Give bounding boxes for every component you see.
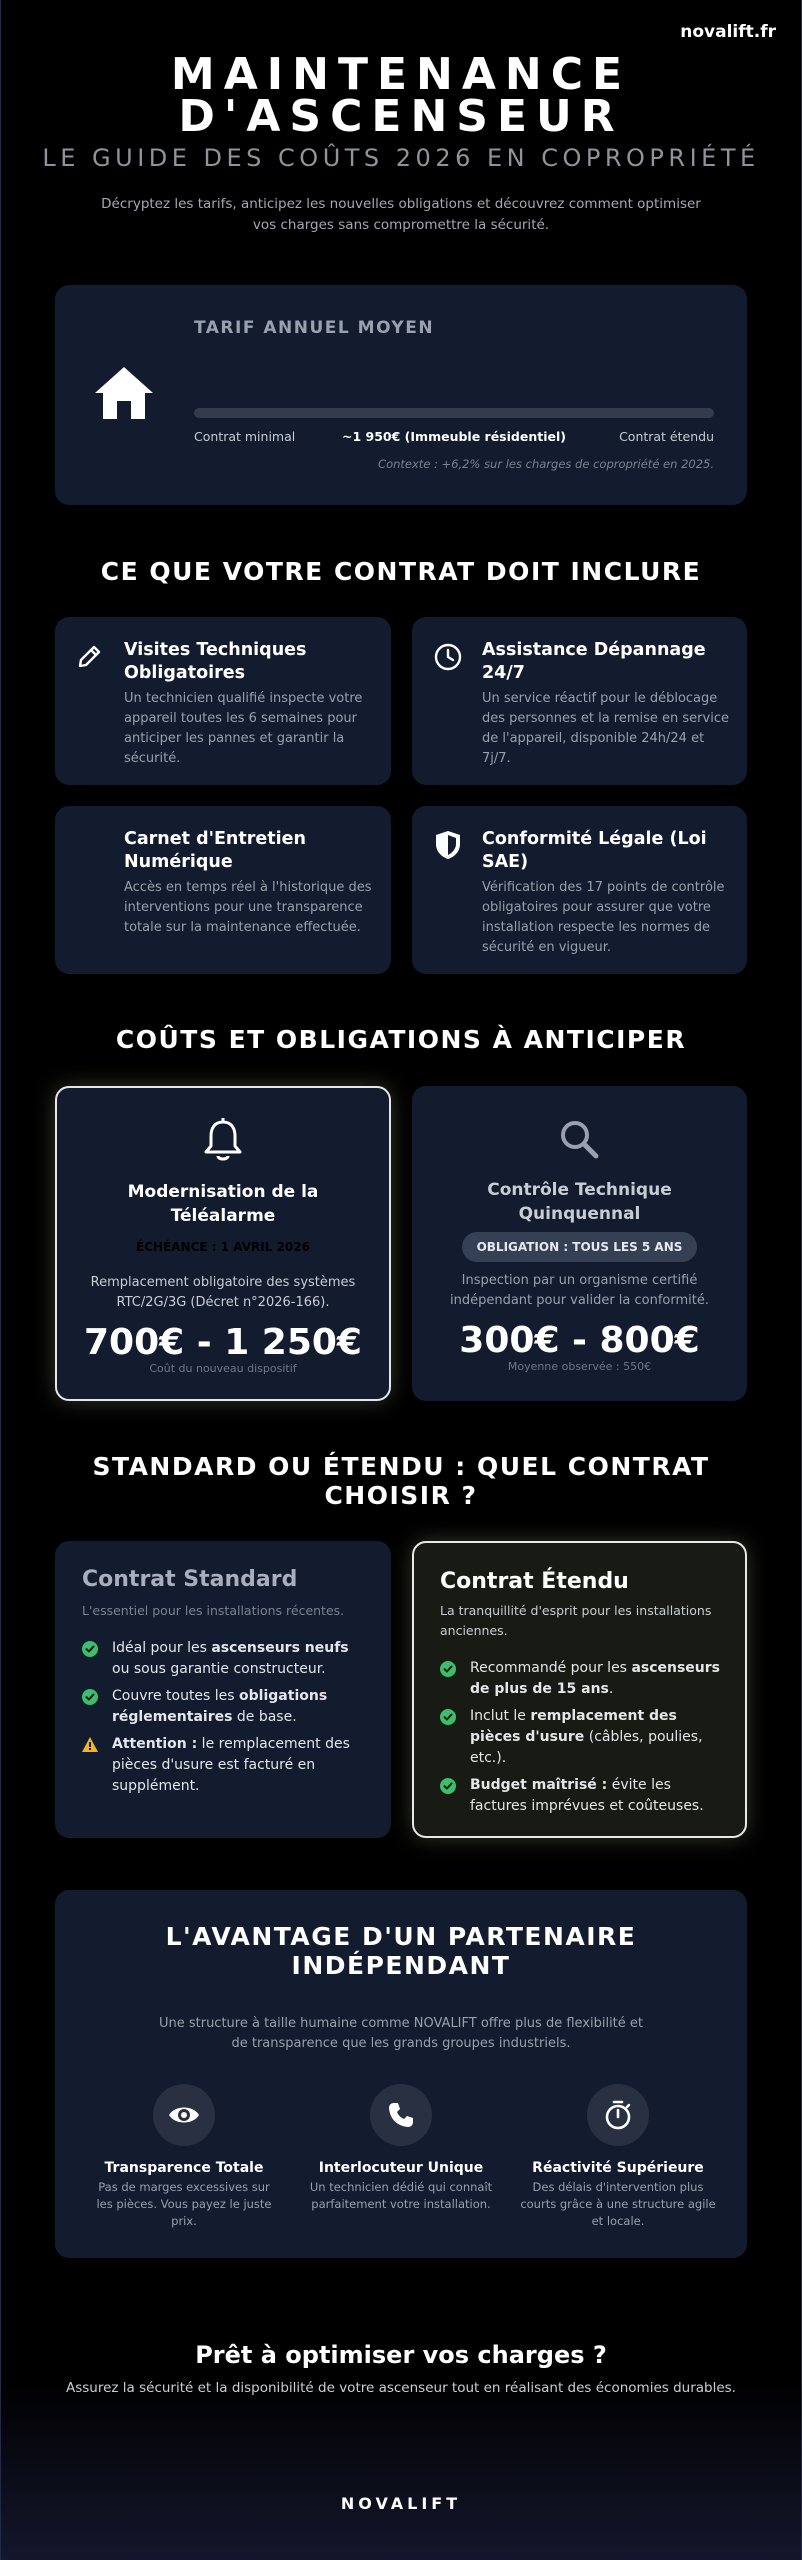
advantage-card [55,1890,747,2258]
advantage-title-line2: INDÉPENDANT [291,1951,511,1980]
standard-contract-card [55,1541,391,1838]
tarif-label: TARIF ANNUEL MOYEN [194,318,435,338]
timer-icon [604,2099,632,2131]
page-title-line2: D'ASCENSEUR [178,91,624,142]
list-item-text-bold: Budget maîtrisé : [470,1777,608,1793]
standard-sub: L'essentiel pour les installations récentes. [82,1603,345,1618]
list-item [440,1658,725,1700]
advantage-title: Transparence Totale [104,2160,264,2176]
page-title-line1: MAINTENANCE [170,49,632,100]
footer-brand: NOVALIFT [340,2494,462,2513]
list-item-text-post: (câbles, poulies, etc.). [470,1729,703,1766]
list-item-text-pre: Couvre toutes les [112,1688,240,1704]
extended-contract-card [412,1541,747,1838]
tarif-max-label: Contrat étendu [619,429,714,444]
list-item-text-bold: ascenseurs neufs [211,1640,349,1656]
list-item [82,1686,367,1728]
advantage-title-line1: L'AVANTAGE D'UN PARTENAIRE [165,1922,637,1951]
costs-section-title: COÛTS ET OBLIGATIONS À ANTICIPER [115,1025,687,1054]
list-item-text [470,1658,725,1700]
check-icon [440,1661,456,1677]
site-url[interactable]: novalift.fr [680,22,776,42]
list-item-text [470,1775,725,1817]
tarif-range-bar [194,408,714,418]
list-item-text-post: ou sous garantie constructeur. [112,1661,326,1677]
cost-card-control [412,1086,747,1401]
contract-section-title: CE QUE VOTRE CONTRAT DOIT INCLURE [100,557,702,586]
cta-title: Prêt à optimiser vos charges ? [195,2341,607,2369]
standard-title: Contrat Standard [82,1567,298,1592]
list-item-text-bold: ascenseurs de plus de 15 ans [470,1660,721,1697]
choice-section-title-line1: STANDARD OU ÉTENDU : QUEL CONTRAT [92,1452,710,1481]
advantage-intro: Une structure à taille humaine comme NOVALIFT offre plus de flexibilité et de transparence que les grands groupes industriels. [158,2016,644,2051]
list-item-text [470,1706,725,1769]
feature-card-logbook [55,806,391,974]
list-item-text-bold: Attention : [112,1736,198,1752]
page-subtitle: LE GUIDE DES COÛTS 2026 EN COPROPRIÉTÉ [42,144,760,172]
feature-title: Carnet d'Entretien Numérique [124,829,306,872]
list-item-text-pre: Idéal pour les [112,1640,212,1656]
feature-card-visits [55,617,391,785]
feature-text: Vérification des 17 points de contrôle obligatoires pour assurer que votre installation respecte les normes de sécurité en vigueur. [482,880,725,955]
warning-icon [82,1737,98,1752]
choice-section-title-line2: CHOISIR ? [324,1481,478,1510]
check-icon [82,1689,98,1705]
list-item-text-post: . [608,1681,614,1697]
cost-title: Contrôle Technique Quinquennal [487,1180,672,1224]
extended-sub: La tranquillité d'esprit pour les installations anciennes. [440,1603,712,1638]
advantage-title: Réactivité Supérieure [532,2160,704,2176]
list-item [440,1775,725,1817]
cost-text: Inspection par un organisme certifié indépendant pour valider la conformité. [449,1273,709,1308]
list-item-text-post: de base. [232,1709,297,1725]
feature-title: Conformité Légale (Loi SAE) [482,829,707,872]
search-icon [558,1118,600,1160]
list-item [82,1638,367,1680]
feature-text: Accès en temps réel à l'historique des interventions pour une transparence totale sur la maintenance effectuée. [124,880,372,935]
list-item-text [112,1734,367,1797]
check-icon [82,1641,98,1657]
list-item [440,1706,725,1769]
check-icon [440,1778,456,1794]
list-item-text [112,1686,367,1728]
cost-price: 300€ - 800€ [459,1320,700,1361]
check-icon [440,1709,456,1725]
cta-text: Assurez la sécurité et la disponibilité de votre ascenseur tout en réalisant des économies durables. [66,2380,736,2396]
advantage-text: Pas de marges excessives sur les pièces. Vous payez le juste prix. [96,2180,272,2228]
pencil-icon [77,643,103,669]
list-item-text [112,1638,367,1680]
advantage-icon-wrap [370,2084,432,2146]
cost-card-telealarm [55,1086,391,1401]
shield-icon [435,830,461,860]
advantage-icon-wrap [153,2084,215,2146]
extended-title: Contrat Étendu [440,1569,629,1594]
cost-title: Modernisation de la Téléalarme [127,1182,319,1226]
list-item-text-post: évite les factures imprévues et coûteuses. [470,1777,704,1814]
tarif-context: Contexte : +6,2% sur les charges de copropriété en 2025. [378,457,714,471]
phone-icon [388,2102,414,2128]
advantage-icon-wrap [587,2084,649,2146]
tarif-mid-label: ~1 950€ (Immeuble résidentiel) [342,429,566,444]
cost-price: 700€ - 1 250€ [84,1322,362,1363]
home-icon [93,365,155,421]
cost-badge: ÉCHÉANCE : 1 AVRIL 2026 [136,1240,310,1254]
feature-title: Assistance Dépannage 24/7 [482,640,706,683]
list-item-text-bold: obligations réglementaires [112,1688,328,1725]
page-intro: Décryptez les tarifs, anticipez les nouvelles obligations et découvrez comment optimiser vos charges sans compromettre la sécurité. [101,196,701,233]
tarif-min-label: Contrat minimal [194,429,296,444]
advantage-title: Interlocuteur Unique [318,2160,484,2176]
list-item [82,1734,367,1797]
feature-text: Un technicien qualifié inspecte votre appareil toutes les 6 semaines pour anticiper les pannes et garantir la sécurité. [124,691,363,766]
cost-badge: OBLIGATION : TOUS LES 5 ANS [462,1232,697,1262]
feature-card-compliance [412,806,747,974]
feature-card-assistance [412,617,747,785]
list-item-text-pre: Recommandé pour les [470,1660,632,1676]
list-item-text-post: le remplacement des pièces d'usure est facturé en supplément. [112,1736,350,1794]
bell-icon [203,1118,243,1162]
list-item-text-bold: remplacement des pièces d'usure [470,1708,677,1745]
tarif-card [55,285,747,505]
feature-text: Un service réactif pour le déblocage des personnes et la remise en service de l'appareil, disponible 24h/24 et 7j/7. [482,691,729,766]
eye-icon [168,2103,200,2127]
advantage-text: Un technicien dédié qui connaît parfaitement votre installation. [309,2180,493,2211]
cost-text: Remplacement obligatoire des systèmes RTC/2G/3G (Décret n°2026-166). [90,1275,356,1310]
clock-icon [434,643,462,671]
advantage-text: Des délais d'intervention plus courts grâce à une structure agile et locale. [520,2180,716,2228]
cost-note: Coût du nouveau dispositif [149,1362,297,1375]
feature-title: Visites Techniques Obligatoires [124,640,307,683]
list-item-text-pre: Inclut le [470,1708,531,1724]
cost-note: Moyenne observée : 550€ [507,1360,652,1373]
